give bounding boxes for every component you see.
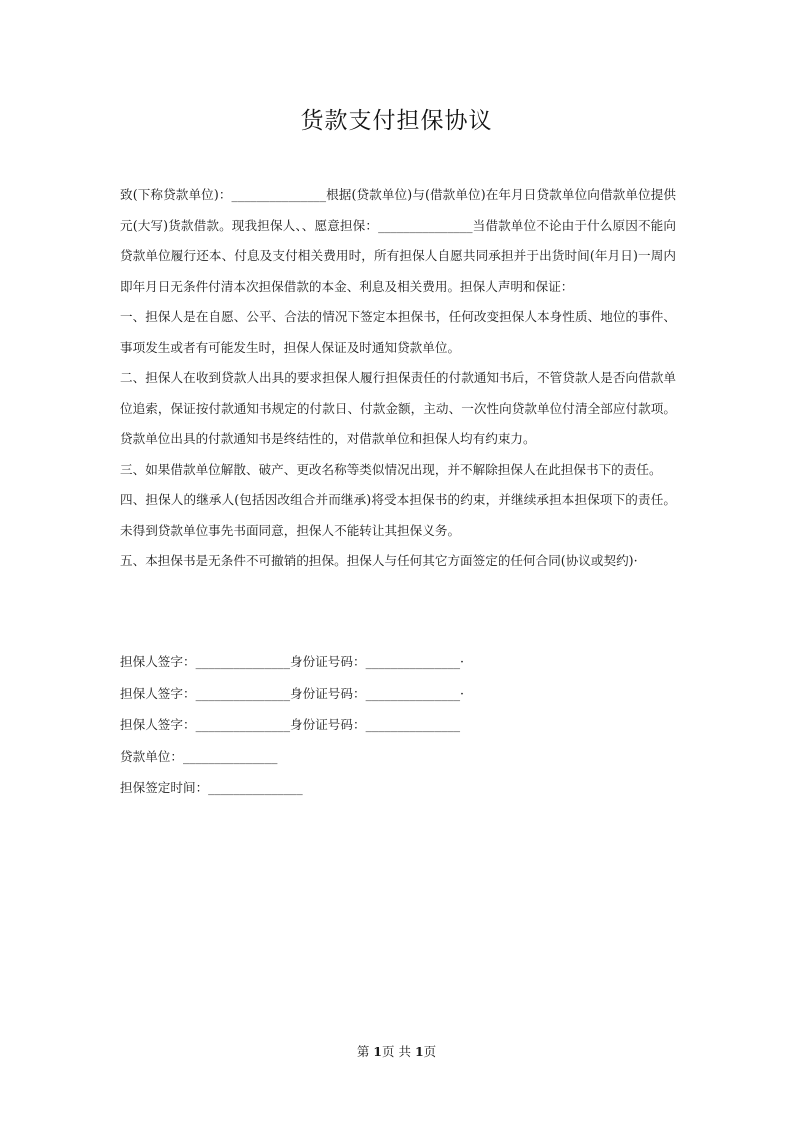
document-title: 货款支付担保协议 (300, 108, 493, 134)
guarantor-signature-line-1: 担保人签字：_______________身份证号码：_______________· (120, 654, 465, 669)
footer-total-pages: 1 (414, 1044, 424, 1059)
footer-middle: 页 共 (382, 1044, 415, 1059)
clause-1-paragraph: 一、担保人是在自愿、公平、合法的情况下签定本担保书，任何改变担保人本身性质、地位的事件、事项发生或者有可能发生时，担保人保证及时通知贷款单位。 (120, 309, 676, 355)
page-footer (0, 1042, 793, 1060)
guarantor-signature-line-3: 担保人签字：_______________身份证号码：_______________ (120, 717, 461, 732)
clause-4-paragraph: 四、担保人的继承人(包括因改组合并而继承)将受本担保书的约束，并继续承担本担保项下的责任。未得到贷款单位事先书面同意，担保人不能转让其担保义务。 (120, 492, 676, 538)
document-body (120, 180, 676, 577)
footer-suffix: 页 (423, 1044, 437, 1059)
lender-signature-line: 贷款单位：_______________ (120, 748, 278, 764)
footer-page-number: 1 (373, 1044, 382, 1059)
guarantor-signature-line-2: 担保人签字：_______________身份证号码：_______________· (120, 685, 465, 701)
clause-3-paragraph: 三、如果借款单位解散、破产、更改名称等类似情况出现，并不解除担保人在此担保书下的责任。 (120, 461, 662, 477)
footer-prefix: 第 (356, 1044, 374, 1059)
signing-date-line: 担保签定时间：_______________ (120, 780, 303, 795)
clause-5-paragraph: 五、本担保书是无条件不可撤销的担保。担保人与任何其它方面签定的任何合同(协议或契约)· (120, 553, 638, 568)
clause-2-paragraph: 二、担保人在收到贷款人出具的要求担保人履行担保责任的付款通知书后，不管贷款人是否向借款单位追索，保证按付款通知书规定的付款日、付款金额，主动、一次性向贷款单位付清全部应付款项。贷款单位出具的付款通知书是终结性的，对借款单位和担保人均有约束力。 (120, 370, 676, 446)
intro-paragraph: 致(下称贷款单位)：_______________根据(贷款单位)与(借款单位)在年月日贷款单位向借款单位提供元(大写)货款借款。现我担保人、、愿意担保：_______________当借款单位不论由于什么原因不能向贷款单位履行还本、付息及支付相关费用时，所有担保人自愿共同承担并于出货时间(年月日)一周内即年月日无条件付清本次担保借款的本金、利息及相关费用。担保人声明和保证： (120, 187, 676, 294)
signature-block (120, 650, 676, 808)
